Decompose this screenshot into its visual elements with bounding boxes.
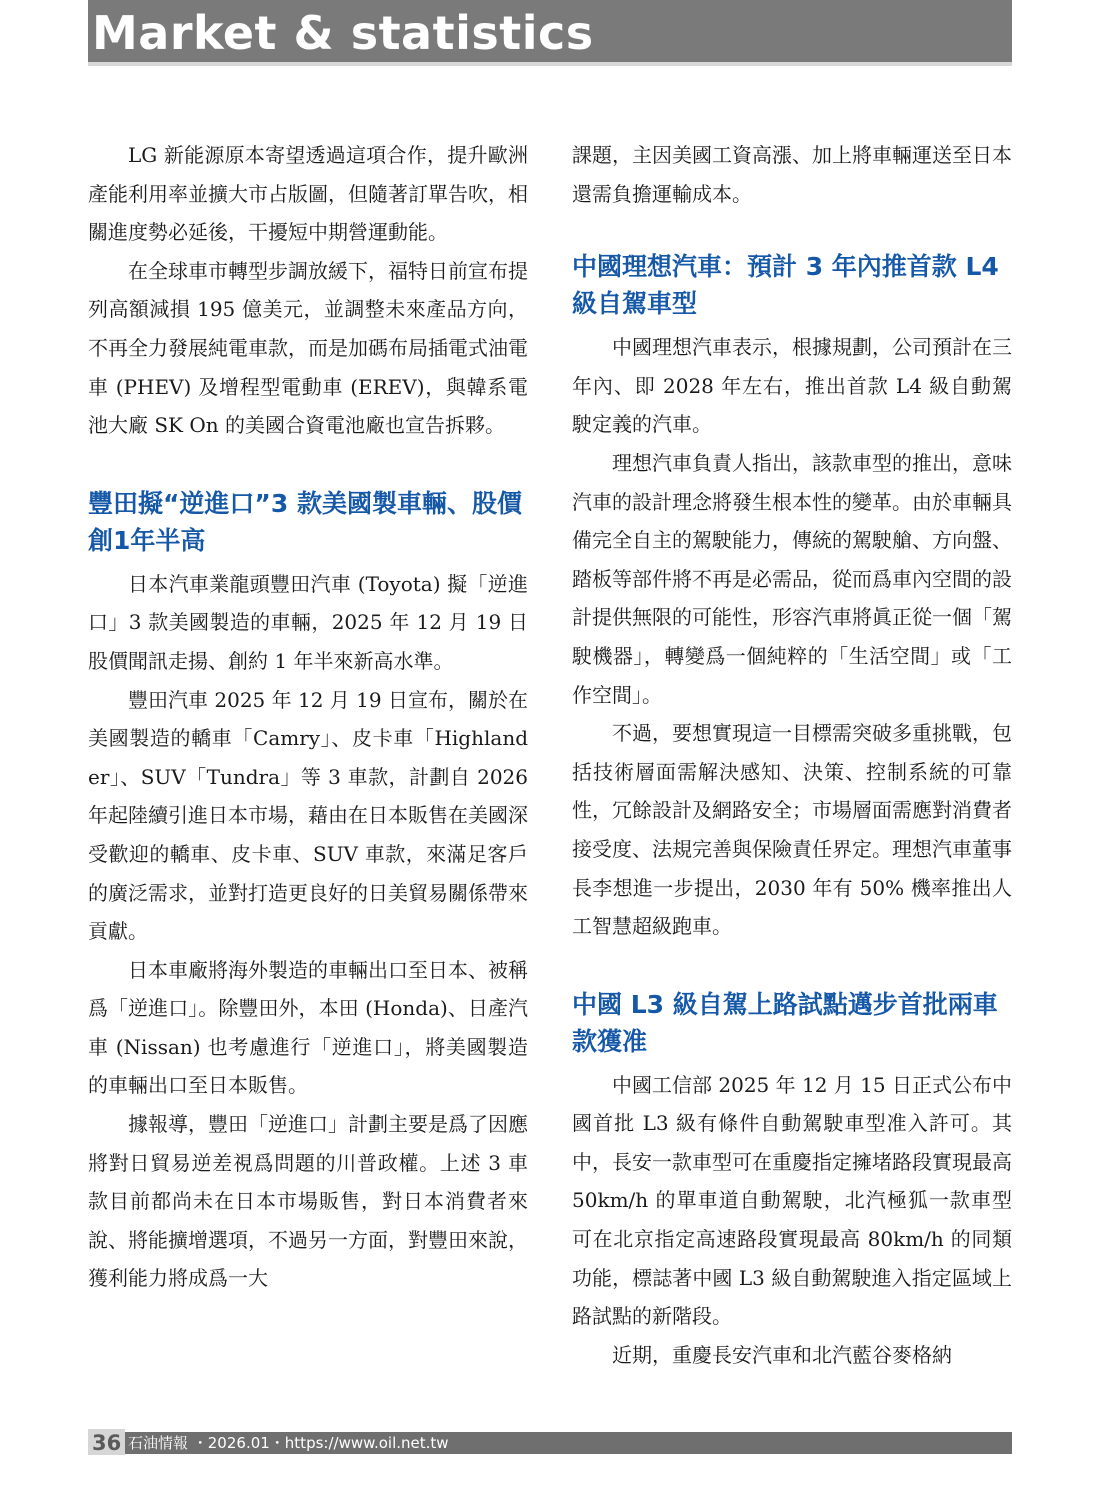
article-paragraph: LG 新能源原本寄望透過這項合作，提升歐洲產能利用率並擴大市占版圖，但隨著訂單告吹，相關進度勢必延後，干擾短中期營運動能。 xyxy=(88,143,528,245)
header-rule xyxy=(88,62,1012,66)
footer-publication-info: 石油情報 ・2026.01・https://www.oil.net.tw xyxy=(128,1434,449,1452)
right-column xyxy=(572,136,1012,1374)
article-paragraph: 中國工信部 2025 年 12 月 15 日正式公布中國首批 L3 級有條件自動駕駛車型准入許可。其中，長安一款車型可在重慶指定擁堵路段實現最高 50km/h 的單車道自動駕駛，北汽極狐一款車型可在北京指定高速路段實現最高 80km/h 的同類功能，標誌著中國 L3 級自動駕駛進入指定區域上路試點的新階段。 xyxy=(572,1072,1012,1329)
article-paragraph: 中國理想汽車表示，根據規劃，公司預計在三年內、即 2028 年左右，推出首款 L4 級自動駕駛定義的汽車。 xyxy=(572,335,1012,437)
section-title: Market & statistics xyxy=(92,6,594,60)
article-paragraph: 理想汽車負責人指出，該款車型的推出，意味汽車的設計理念將發生根本性的變革。由於車輛具備完全自主的駕駛能力，傳統的駕駛艙、方向盤、踏板等部件將不再是必需品，從而爲車內空間的設計提供無限的可能性，形容汽車將眞正從一個「駕駛機器」，轉變爲一個純粹的「生活空間」或「工作空間」。 xyxy=(572,450,1012,707)
article-paragraph: 課題，主因美國工資高漲、加上將車輛運送至日本還需負擔運輸成本。 xyxy=(572,143,1012,206)
left-column xyxy=(88,136,528,1298)
article-heading-toyota: 豐田擬“逆進口”3 款美國製車輛、股價創1年半高 xyxy=(88,488,522,555)
footer-bar xyxy=(88,1432,1012,1454)
article-paragraph: 日本車廠將海外製造的車輛出口至日本、被稱爲「逆進口」。除豐田外，本田 (Honda)、日產汽車 (Nissan) 也考慮進行「逆進口」，將美國製造的車輛出口至日本販售。 xyxy=(88,957,528,1098)
article-paragraph: 在全球車市轉型步調放緩下，福特日前宣布提列高額減損 195 億美元，並調整未來產品方向，不再全力發展純電車款，而是加碼布局插電式油電車 (PHEV) 及增程型電動車 (EREV)，與韓系電池大廠 SK On 的美國合資電池廠也宣告拆夥。 xyxy=(88,258,528,438)
page-number: 36 xyxy=(88,1429,125,1455)
article-paragraph: 日本汽車業龍頭豐田汽車 (Toyota) 擬「逆進口」3 款美國製造的車輛，2025 年 12 月 19 日股價聞訊走揚、創約 1 年半來新高水準。 xyxy=(88,571,528,673)
article-paragraph: 近期，重慶長安汽車和北汽藍谷麥格納 xyxy=(612,1342,952,1367)
article-paragraph: 不過，要想實現這一目標需突破多重挑戰，包括技術層面需解決感知、決策、控制系統的可靠性，冗餘設計及網路安全；市場層面需應對消費者接受度、法規完善與保險責任界定。理想汽車董事長李想進一步提出，2030 年有 50% 機率推出人工智慧超級跑車。 xyxy=(572,721,1012,939)
article-heading-l3-pilot: 中國 L3 級自駕上路試點邁步首批兩車款獲准 xyxy=(572,989,998,1056)
header-bar xyxy=(88,0,1012,62)
article-paragraph: 據報導，豐田「逆進口」計劃主要是爲了因應將對日貿易逆差視爲問題的川普政權。上述 3 車款目前都尚未在日本市場販售，對日本消費者來說、將能擴增選項，不過另一方面，對豐田來說，獲利能力將成爲一大 xyxy=(88,1112,528,1291)
article-paragraph: 豐田汽車 2025 年 12 月 19 日宣布，關於在美國製造的轎車「Camry」、皮卡車「Highlander」、SUV「Tundra」等 3 車款，計劃自 2026 年起陸續引進日本市場，藉由在日本販售在美國深受歡迎的轎車、皮卡車、SUV 車款，來滿足客戶的廣泛需求，並對打造更良好的日美貿易關係帶來貢獻。 xyxy=(88,687,528,944)
article-heading-li-auto: 中國理想汽車：預計 3 年內推首款 L4 級自駕車型 xyxy=(572,252,999,319)
